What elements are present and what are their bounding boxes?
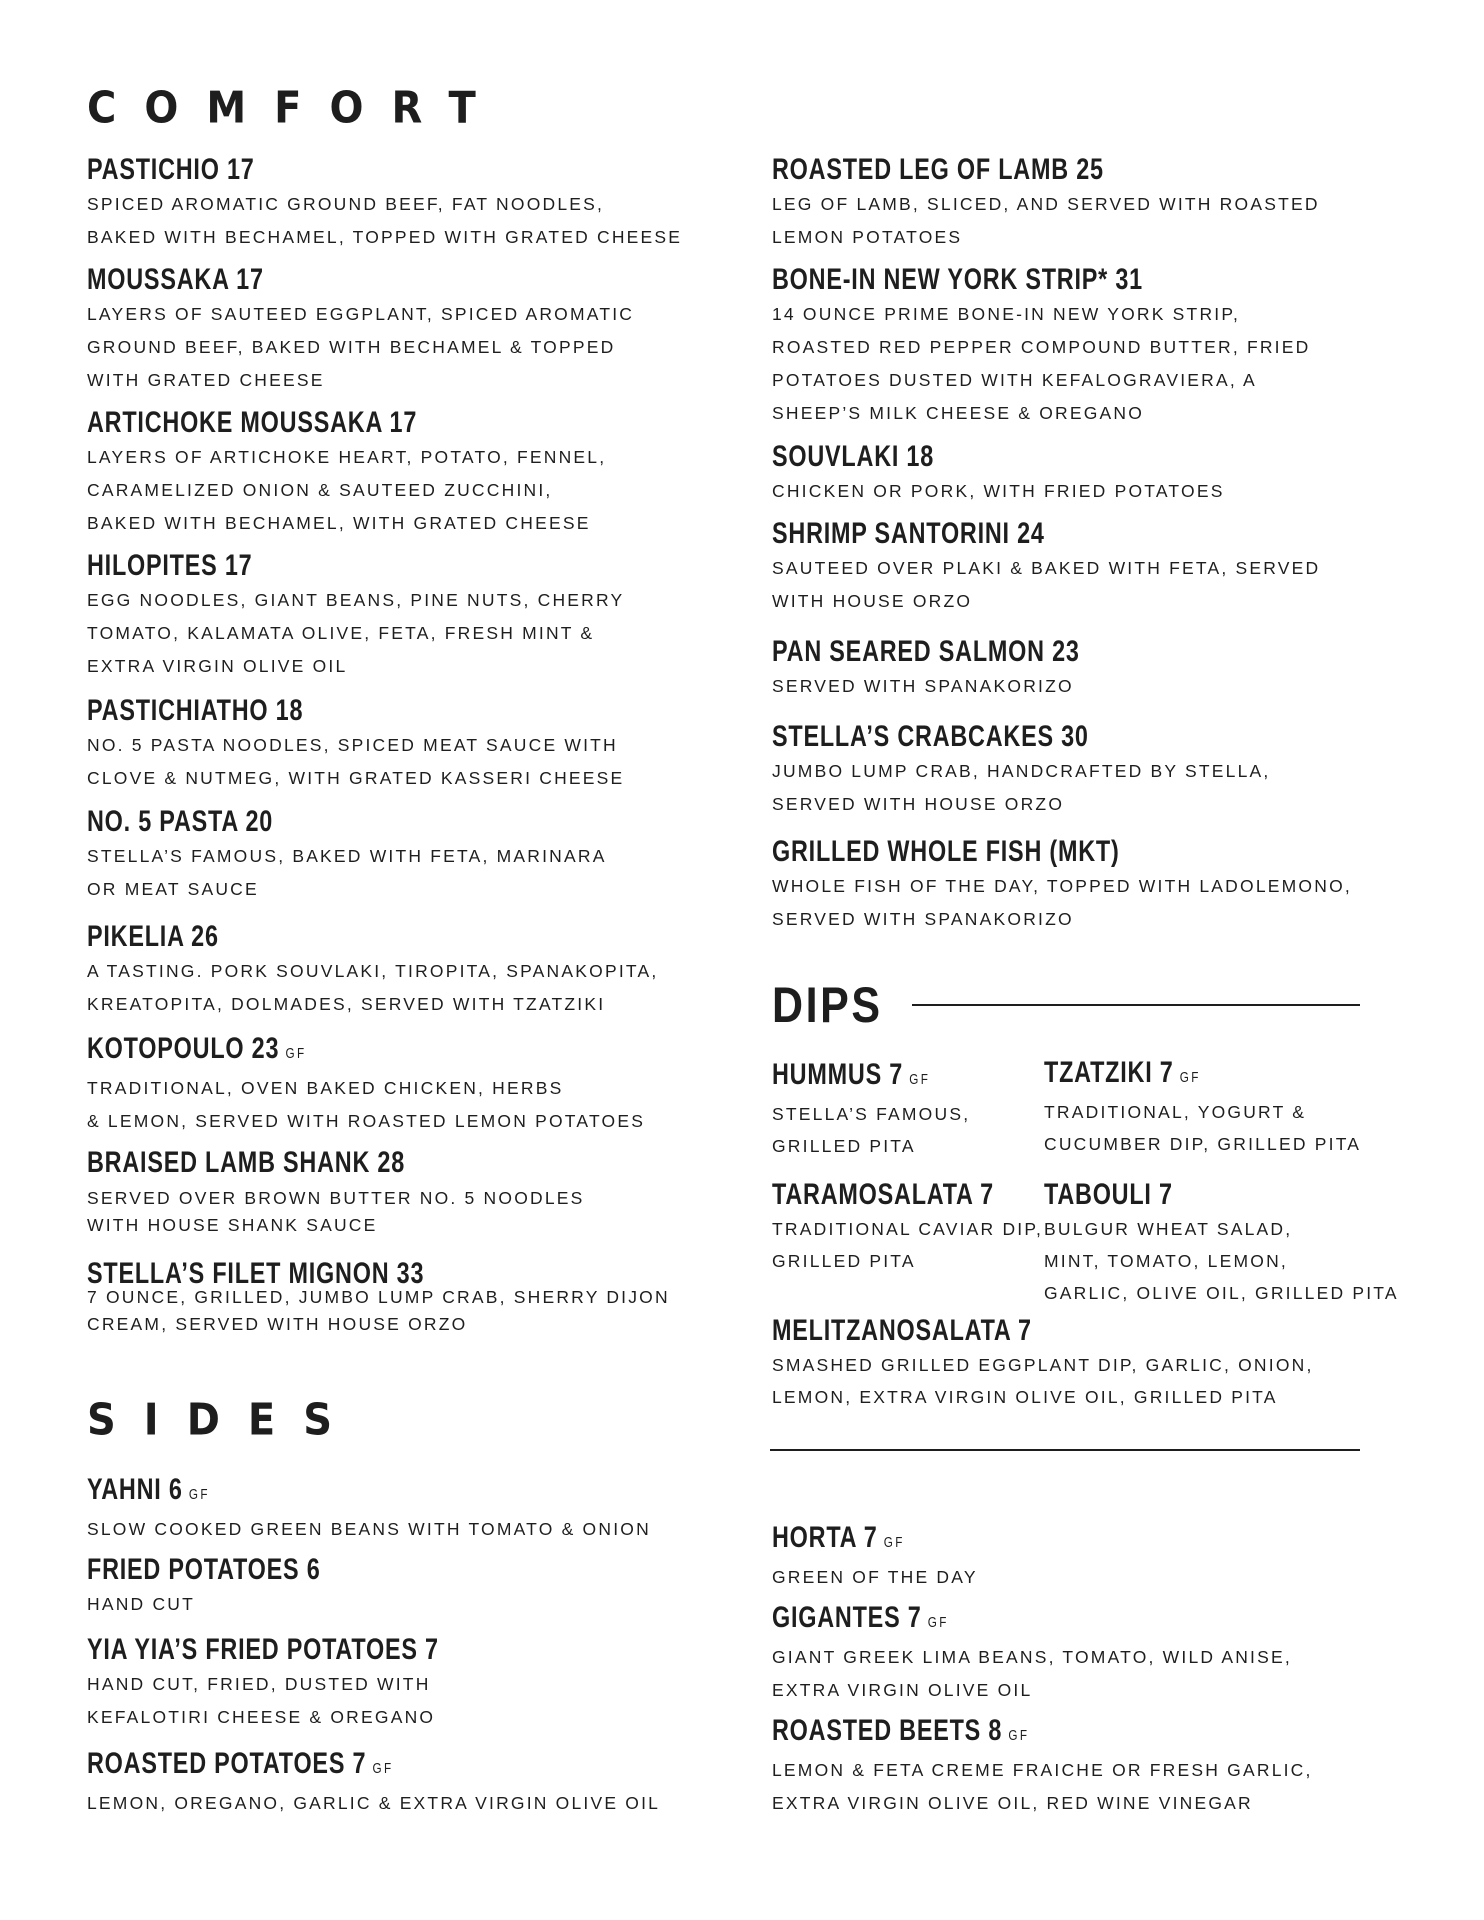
item-desc: SERVED WITH SPANAKORIZO — [772, 676, 1074, 696]
menu-item — [772, 634, 1167, 703]
menu-item — [772, 1177, 1057, 1277]
item-desc: STELLA’S FAMOUS, BAKED WITH FETA, MARINARA — [87, 846, 607, 866]
item-desc: GRILLED PITA — [772, 1136, 916, 1156]
item-desc: GARLIC, OLIVE OIL, GRILLED PITA — [1044, 1283, 1399, 1303]
gluten-free-badge: GF — [927, 1614, 949, 1631]
item-name: HILOPITES 17 — [87, 549, 253, 582]
menu-item — [772, 262, 1310, 430]
item-desc: SAUTEED OVER PLAKI & BAKED WITH FETA, SERVED — [772, 558, 1321, 578]
menu-item — [1044, 1177, 1399, 1309]
item-desc: WHOLE FISH OF THE DAY, TOPPED WITH LADOLEMONO, — [772, 876, 1352, 896]
item-desc: LAYERS OF SAUTEED EGGPLANT, SPICED AROMATIC — [87, 304, 635, 324]
item-name: ARTICHOKE MOUSSAKA 17 — [87, 406, 418, 439]
item-desc: LEG OF LAMB, SLICED, AND SERVED WITH ROASTED — [772, 194, 1320, 214]
menu-item — [87, 1031, 645, 1138]
item-desc: CLOVE & NUTMEG, WITH GRATED KASSERI CHEESE — [87, 768, 625, 788]
item-name: ROASTED POTATOES 7 GF — [87, 1747, 394, 1780]
item-name: YAHNI 6 GF — [87, 1473, 210, 1506]
menu-item — [1044, 1055, 1361, 1160]
item-desc: GIANT GREEK LIMA BEANS, TOMATO, WILD ANISE, — [772, 1647, 1292, 1667]
item-name: ROASTED LEG OF LAMB 25 — [772, 153, 1104, 186]
item-desc: SHEEP’S MILK CHEESE & OREGANO — [772, 403, 1145, 423]
item-name: YIA YIA’S FRIED POTATOES 7 — [87, 1633, 439, 1666]
item-desc: LAYERS OF ARTICHOKE HEART, POTATO, FENNEL, — [87, 447, 607, 467]
item-desc: EGG NOODLES, GIANT BEANS, PINE NUTS, CHERRY — [87, 590, 625, 610]
menu-item — [772, 1520, 978, 1594]
item-desc: WITH HOUSE ORZO — [772, 591, 973, 611]
item-desc: BULGUR WHEAT SALAD, — [1044, 1219, 1293, 1239]
item-name: STELLA’S FILET MIGNON 33 — [87, 1257, 425, 1290]
menu-item — [87, 1145, 585, 1239]
item-desc: SMASHED GRILLED EGGPLANT DIP, GARLIC, ONION, — [772, 1355, 1314, 1375]
item-name: PAN SEARED SALMON 23 — [772, 635, 1080, 668]
item-desc: ROASTED RED PEPPER COMPOUND BUTTER, FRIED — [772, 337, 1311, 357]
item-desc: LEMON, EXTRA VIRGIN OLIVE OIL, GRILLED PITA — [772, 1387, 1278, 1407]
item-desc: KREATOPITA, DOLMADES, SERVED WITH TZATZIKI — [87, 994, 606, 1014]
item-desc: & LEMON, SERVED WITH ROASTED LEMON POTATOES — [87, 1111, 646, 1131]
item-desc: JUMBO LUMP CRAB, HANDCRAFTED BY STELLA, — [772, 761, 1271, 781]
comfort-heading: COMFORT — [87, 82, 504, 134]
item-name: HUMMUS 7 GF — [772, 1058, 931, 1091]
item-name: NO. 5 PASTA 20 — [87, 805, 274, 838]
menu-item — [87, 1472, 651, 1546]
item-name: FRIED POTATOES 6 — [87, 1553, 321, 1586]
item-desc: SPICED AROMATIC GROUND BEEF, FAT NOODLES, — [87, 194, 605, 214]
item-desc: NO. 5 PASTA NOODLES, SPICED MEAT SAUCE WITH — [87, 735, 618, 755]
item-desc: GREEN OF THE DAY — [772, 1567, 978, 1587]
item-name: BRAISED LAMB SHANK 28 — [87, 1146, 406, 1179]
gluten-free-badge: GF — [285, 1045, 307, 1062]
menu-item — [772, 1713, 1313, 1820]
gluten-free-badge: GF — [1179, 1069, 1201, 1086]
menu-item — [87, 262, 634, 397]
item-desc: WITH GRATED CHEESE — [87, 370, 325, 390]
menu-item — [87, 1746, 660, 1820]
item-desc: HAND CUT, FRIED, DUSTED WITH — [87, 1674, 431, 1694]
item-desc: LEMON POTATOES — [772, 227, 963, 247]
item-desc: POTATOES DUSTED WITH KEFALOGRAVIERA, A — [772, 370, 1257, 390]
item-name: HORTA 7 GF — [772, 1521, 905, 1554]
item-desc: TRADITIONAL CAVIAR DIP, — [772, 1219, 1044, 1239]
item-desc: EXTRA VIRGIN OLIVE OIL — [772, 1680, 1033, 1700]
menu-item — [772, 439, 1225, 508]
gluten-free-badge: GF — [372, 1760, 394, 1777]
item-desc: BAKED WITH BECHAMEL, WITH GRATED CHEESE — [87, 513, 591, 533]
menu-item — [772, 152, 1320, 254]
item-desc: A TASTING. PORK SOUVLAKI, TIROPITA, SPANAKOPITA, — [87, 961, 659, 981]
dips-heading: DIPS — [772, 977, 883, 1033]
item-name: GIGANTES 7 GF — [772, 1601, 949, 1634]
menu-item — [772, 516, 1320, 618]
menu-item — [87, 1552, 386, 1621]
item-name: STELLA’S CRABCAKES 30 — [772, 720, 1089, 753]
item-desc: 7 OUNCE, GRILLED, JUMBO LUMP CRAB, SHERRY DIJON — [87, 1287, 670, 1307]
gluten-free-badge: GF — [1008, 1727, 1030, 1744]
item-desc: 14 OUNCE PRIME BONE-IN NEW YORK STRIP, — [772, 304, 1241, 324]
item-desc: MINT, TOMATO, LEMON, — [1044, 1251, 1288, 1271]
dips-bottom-rule — [770, 1449, 1360, 1451]
gluten-free-badge: GF — [188, 1486, 210, 1503]
item-name: MOUSSAKA 17 — [87, 263, 264, 296]
item-desc: BAKED WITH BECHAMEL, TOPPED WITH GRATED CHEESE — [87, 227, 683, 247]
menu-item — [87, 693, 624, 795]
menu-item — [87, 405, 606, 540]
item-desc: TOMATO, KALAMATA OLIVE, FETA, FRESH MINT & — [87, 623, 595, 643]
item-name: SHRIMP SANTORINI 24 — [772, 517, 1045, 550]
item-name: TABOULI 7 — [1044, 1178, 1173, 1211]
item-desc: CREAM, SERVED WITH HOUSE ORZO — [87, 1314, 468, 1334]
item-desc: WITH HOUSE SHANK SAUCE — [87, 1215, 378, 1235]
item-name: BONE-IN NEW YORK STRIP* 31 — [772, 263, 1143, 296]
item-name: PIKELIA 26 — [87, 920, 219, 953]
item-desc: SERVED WITH SPANAKORIZO — [772, 909, 1074, 929]
item-name: TZATZIKI 7 GF — [1044, 1056, 1201, 1089]
item-desc: TRADITIONAL, OVEN BAKED CHICKEN, HERBS — [87, 1078, 564, 1098]
gluten-free-badge: GF — [909, 1071, 931, 1088]
dips-heading-rule — [912, 1004, 1360, 1006]
item-desc: KEFALOTIRI CHEESE & OREGANO — [87, 1707, 436, 1727]
menu-item — [772, 719, 1270, 821]
menu-item — [772, 1057, 975, 1162]
item-desc: LEMON, OREGANO, GARLIC & EXTRA VIRGIN OLIVE OIL — [87, 1793, 661, 1813]
menu-item — [772, 1600, 1292, 1707]
item-desc: CUCUMBER DIP, GRILLED PITA — [1044, 1134, 1362, 1154]
item-desc: CARAMELIZED ONION & SAUTEED ZUCCHINI, — [87, 480, 553, 500]
item-desc: OR MEAT SAUCE — [87, 879, 259, 899]
menu-item — [87, 804, 607, 906]
item-name: PASTICHIATHO 18 — [87, 694, 304, 727]
item-desc: STELLA’S FAMOUS, — [772, 1104, 971, 1124]
gluten-free-badge: GF — [883, 1534, 905, 1551]
item-name: SOUVLAKI 18 — [772, 440, 935, 473]
item-name: TARAMOSALATA 7 — [772, 1178, 994, 1211]
menu-item — [772, 834, 1352, 936]
item-desc: HAND CUT — [87, 1594, 196, 1614]
item-name: GRILLED WHOLE FISH (MKT) — [772, 835, 1120, 868]
menu-item — [87, 1632, 538, 1734]
item-desc: GRILLED PITA — [772, 1251, 916, 1271]
menu-item — [87, 548, 624, 683]
item-name: MELITZANOSALATA 7 — [772, 1314, 1032, 1347]
item-desc: GROUND BEEF, BAKED WITH BECHAMEL & TOPPED — [87, 337, 616, 357]
item-desc: EXTRA VIRGIN OLIVE OIL — [87, 656, 348, 676]
menu-item — [87, 1256, 670, 1338]
item-desc: SLOW COOKED GREEN BEANS WITH TOMATO & ONION — [87, 1519, 651, 1539]
item-desc: SERVED WITH HOUSE ORZO — [772, 794, 1065, 814]
menu-item — [772, 1313, 1314, 1413]
item-desc: SERVED OVER BROWN BUTTER NO. 5 NOODLES — [87, 1188, 585, 1208]
item-desc: EXTRA VIRGIN OLIVE OIL, RED WINE VINEGAR — [772, 1793, 1253, 1813]
item-name: KOTOPOULO 23 GF — [87, 1032, 307, 1065]
item-desc: TRADITIONAL, YOGURT & — [1044, 1102, 1307, 1122]
item-name: ROASTED BEETS 8 GF — [772, 1714, 1030, 1747]
menu-item — [87, 919, 658, 1021]
item-desc: CHICKEN OR PORK, WITH FRIED POTATOES — [772, 481, 1225, 501]
menu-item — [87, 152, 682, 254]
item-name: PASTICHIO 17 — [87, 153, 255, 186]
item-desc: LEMON & FETA CREME FRAICHE OR FRESH GARLIC, — [772, 1760, 1313, 1780]
sides-heading: SIDES — [87, 1394, 361, 1446]
